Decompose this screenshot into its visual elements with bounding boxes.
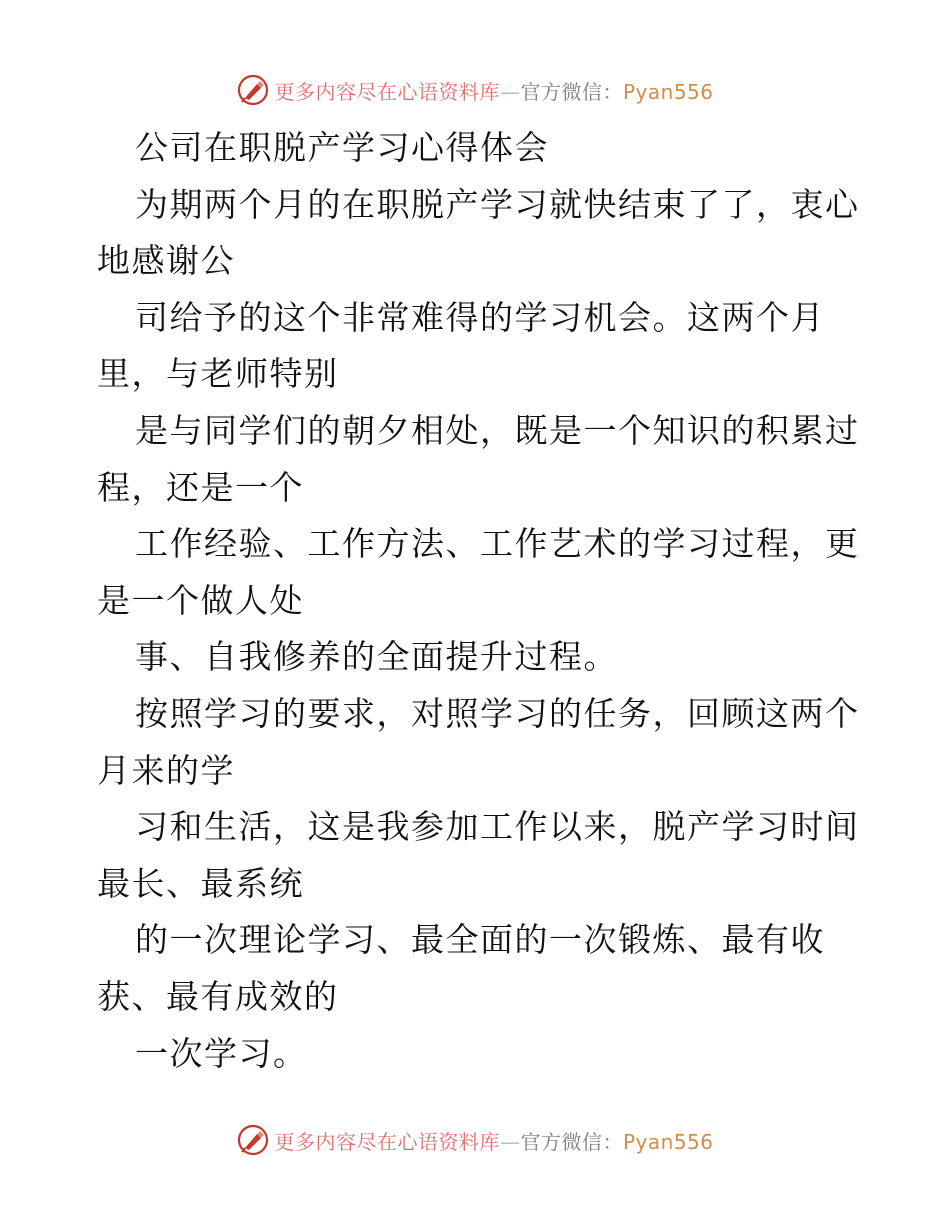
paragraph-line: 为期两个月的在职脱产学习就快结束了了，衷心: [135, 184, 860, 224]
pen-nib-seal-icon: [236, 1123, 270, 1157]
watermark-text: [274, 76, 713, 105]
footer-watermark: [0, 1120, 950, 1160]
paragraph-line: 是与同学们的朝夕相处，既是一个知识的积累过: [135, 410, 860, 450]
paragraph-line: 工作经验、工作方法、工作艺术的学习过程，更: [135, 524, 860, 564]
header-watermark: [0, 70, 950, 110]
paragraph-line: 月来的学: [97, 750, 235, 790]
watermark-wechat-id: Pyan556: [622, 79, 714, 104]
pen-nib-seal-icon: [236, 73, 270, 107]
paragraph-line: 习和生活，这是我参加工作以来，脱产学习时间: [135, 807, 860, 847]
document-title: 公司在职脱产学习心得体会: [135, 128, 549, 167]
paragraph-line: 按照学习的要求，对照学习的任务，回顾这两个: [135, 693, 860, 733]
watermark-separator: —: [499, 79, 521, 104]
paragraph-line: 司给予的这个非常难得的学习机会。这两个月: [135, 297, 825, 337]
watermark-wechat-label: 官方微信：: [520, 79, 623, 104]
watermark-wechat-id: Pyan556: [622, 1129, 714, 1154]
document-body: [97, 120, 860, 1082]
watermark-wechat-label: 官方微信：: [520, 1129, 623, 1154]
paragraph-line: 程，还是一个: [97, 467, 304, 507]
paragraph-line: 获、最有成效的: [97, 976, 339, 1016]
paragraph-line: 地感谢公: [97, 241, 235, 281]
paragraph-line: 里，与老师特别: [97, 354, 339, 394]
watermark-text: [274, 1126, 713, 1155]
paragraph-line: 最长、最系统: [97, 863, 304, 903]
paragraph-line: 是一个做人处: [97, 580, 304, 620]
watermark-site-name: 更多内容尽在心语资料库: [274, 1129, 500, 1154]
watermark-separator: —: [499, 1129, 521, 1154]
paragraph-line: 的一次理论学习、最全面的一次锻炼、最有收: [135, 920, 825, 960]
paragraph-line: 事、自我修养的全面提升过程。: [135, 637, 618, 677]
paragraph-line: 一次学习。: [135, 1033, 308, 1073]
watermark-site-name: 更多内容尽在心语资料库: [274, 79, 500, 104]
